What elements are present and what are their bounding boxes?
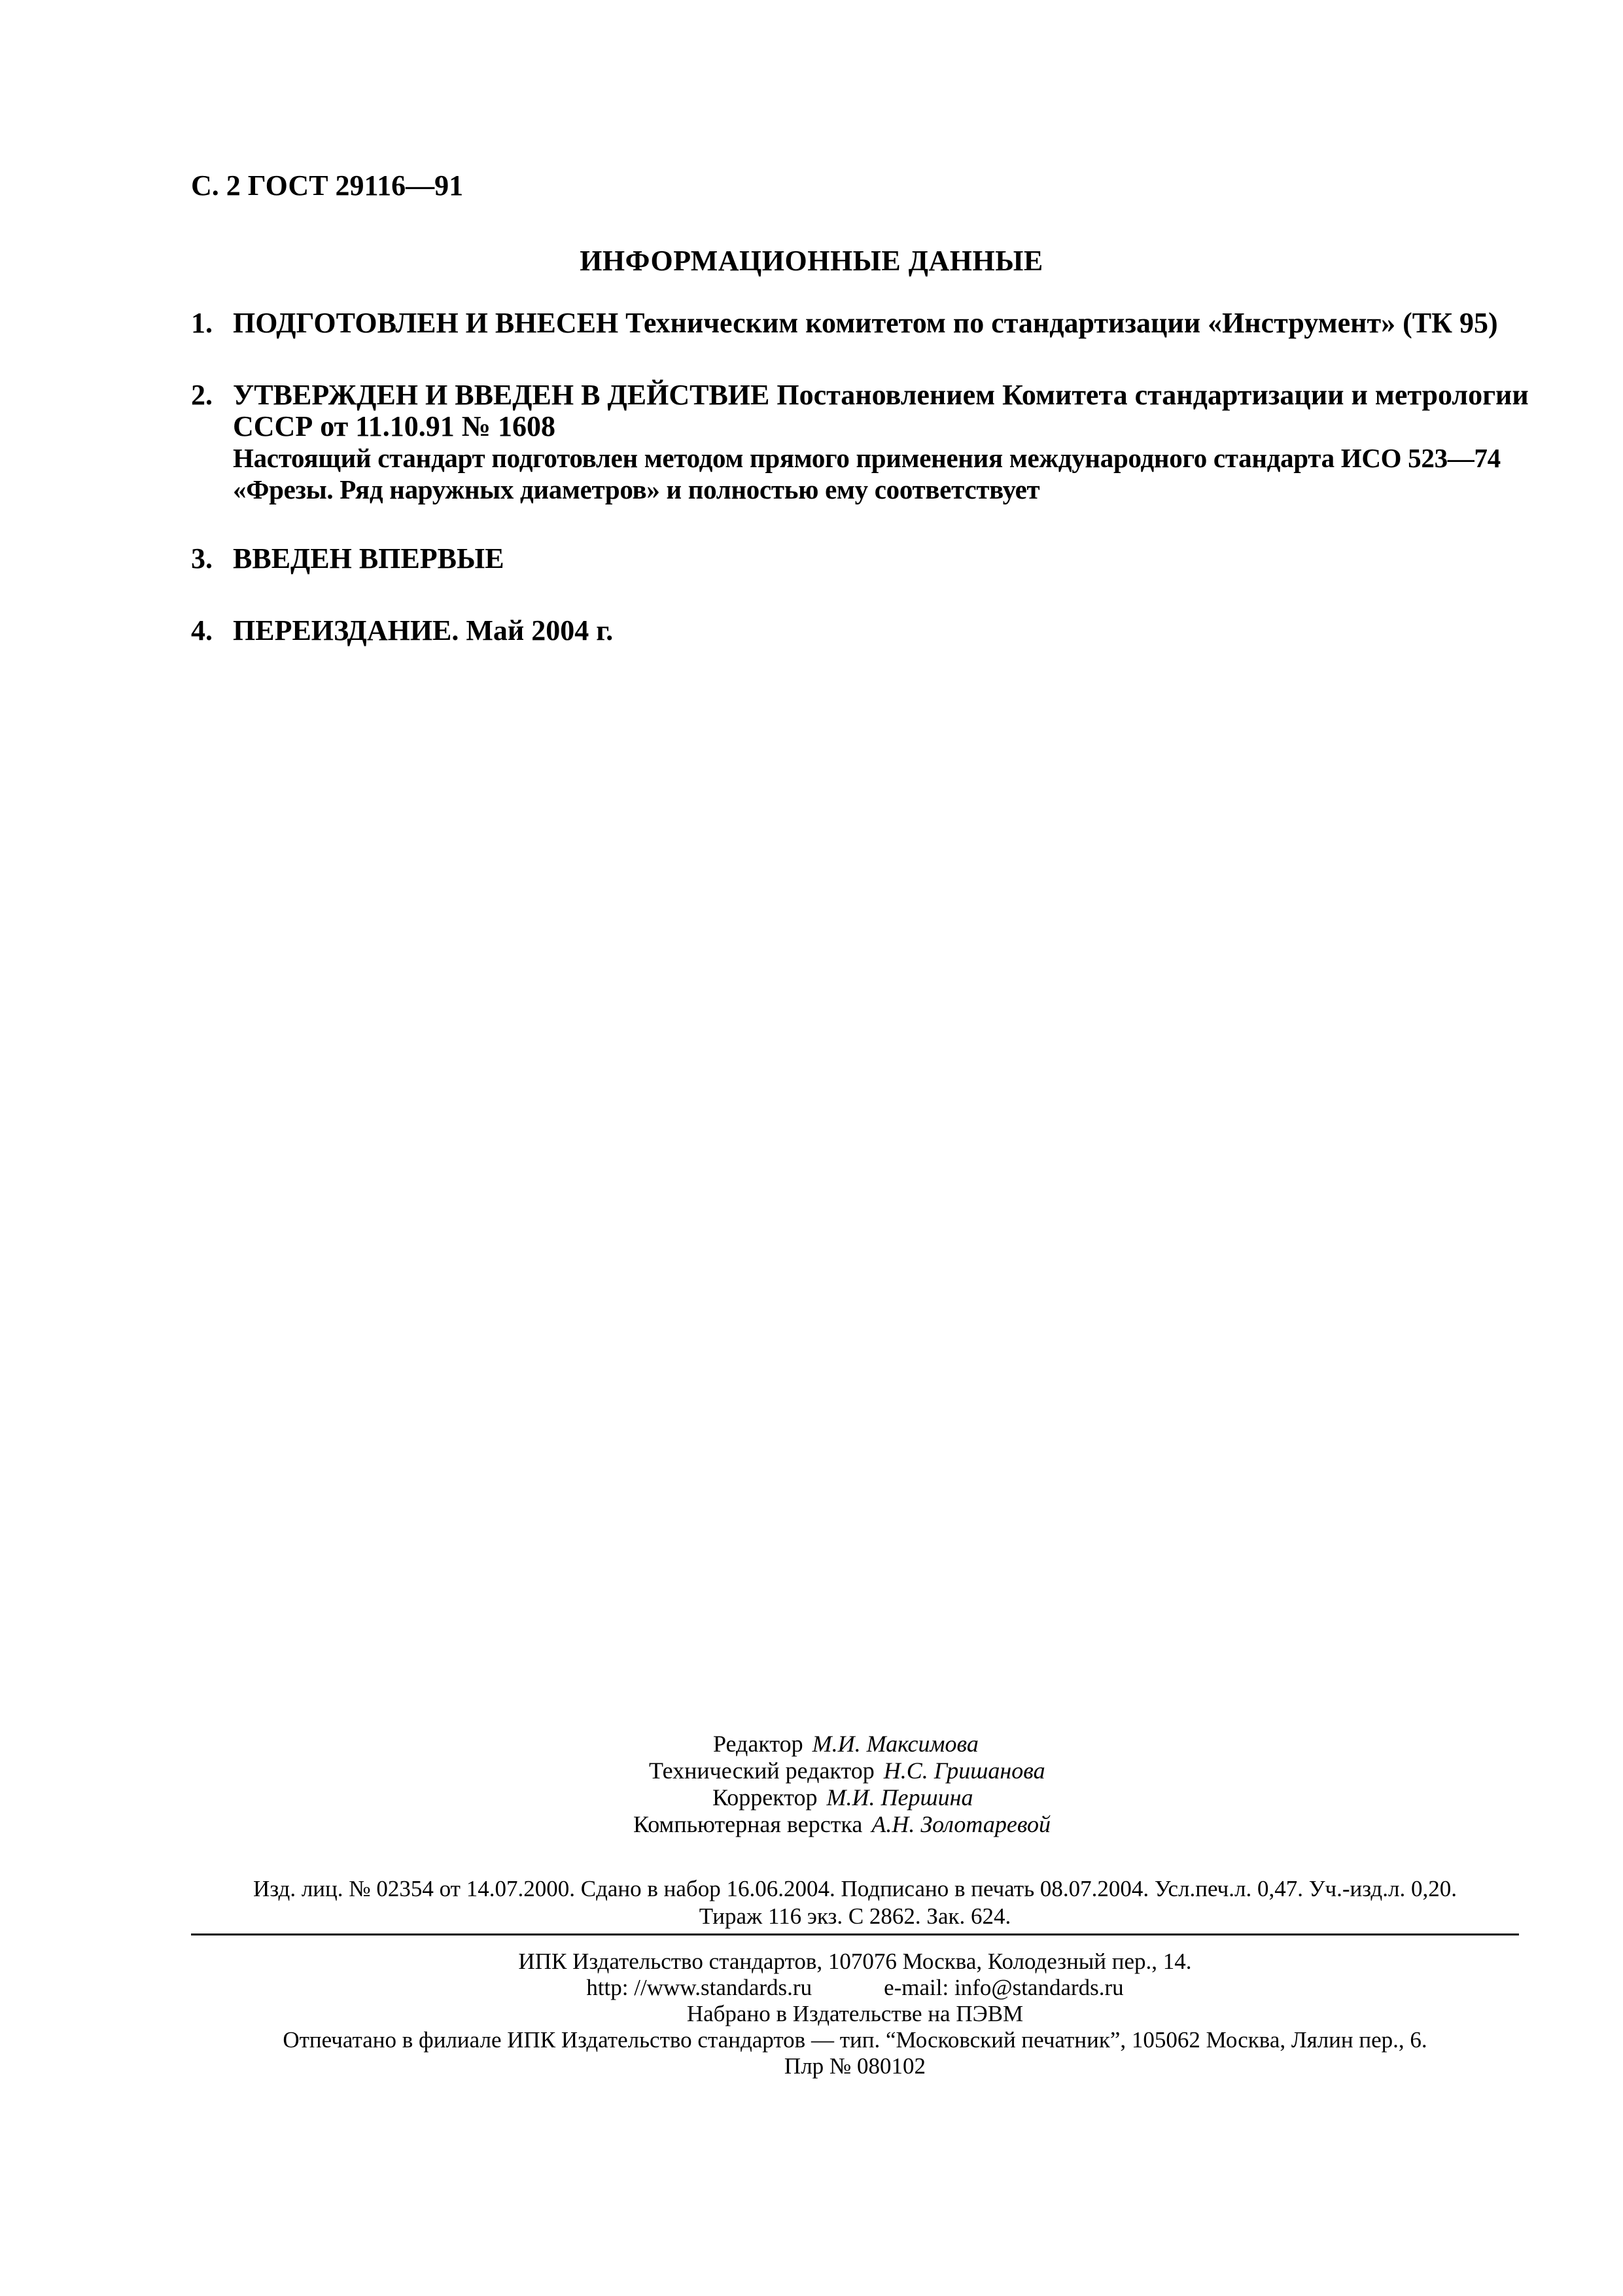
item-number: 1. (191, 307, 213, 339)
section-title: ИНФОРМАЦИОННЫЕ ДАННЫЕ (580, 245, 1043, 277)
info-item-4 (191, 615, 1519, 646)
item-text: ПЕРЕИЗДАНИЕ. Май 2004 г. (233, 614, 614, 646)
item-number: 2. (191, 379, 213, 411)
credit-role: Технический редактор (649, 1757, 875, 1784)
imprint-typeset: Набрано в Издательстве на ПЭВМ (686, 2001, 1024, 2026)
item-note-line-1: Настоящий стандарт подготовлен методом прямого применения международного стандарта ИСО 523—74 (233, 443, 1501, 473)
info-item-3 (191, 543, 1519, 574)
imprint-block (191, 1949, 1519, 2079)
imprint-email[interactable]: e-mail: info@standards.ru (884, 1975, 1124, 2000)
credit-corrector (712, 1784, 1623, 1811)
publication-line-1: Изд. лиц. № 02354 от 14.07.2000. Сдано в набор 16.06.2004. Подписано в печать 08.07.2004. Усл.печ.л. 0,47. Уч.-изд.л. 0,20. (253, 1876, 1457, 1901)
item-number: 4. (191, 614, 213, 646)
publication-line-2: Тираж 116 экз. С 2862. Зак. 624. (699, 1903, 1011, 1929)
item-note-line-2: «Фрезы. Ряд наружных диаметров» и полностью ему соответствует (233, 474, 1040, 504)
publication-info (191, 1875, 1519, 1930)
credit-editor (713, 1731, 1623, 1757)
imprint-contacts (191, 1975, 1519, 2001)
credit-person: М.И. Першина (826, 1784, 973, 1810)
credit-role: Компьютерная верстка (633, 1811, 863, 1837)
info-list (191, 307, 1529, 646)
credit-person: М.И. Максимова (812, 1731, 979, 1757)
credit-tech-editor (649, 1757, 1623, 1784)
credit-layout (633, 1811, 1623, 1838)
credit-role: Корректор (712, 1784, 818, 1810)
imprint-publisher: ИПК Издательство стандартов, 107076 Москва, Колодезный пер., 14. (518, 1949, 1192, 1974)
item-text-line-2: СССР от 11.10.91 № 1608 (233, 410, 556, 442)
item-text: ВВЕДЕН ВПЕРВЫЕ (233, 542, 504, 574)
item-text: ПОДГОТОВЛЕН И ВНЕСЕН Техническим комитетом по стандартизации «Инструмент» (ТК 95) (233, 307, 1498, 339)
info-item-2 (191, 379, 1529, 505)
divider-rule (191, 1934, 1519, 1935)
item-text-line-1: УТВЕРЖДЕН И ВВЕДЕН В ДЕЙСТВИЕ Постановлением Комитета стандартизации и метрологии (233, 379, 1529, 411)
credit-person: А.Н. Золотаревой (871, 1811, 1051, 1837)
imprint-website[interactable]: http: //www.standards.ru (586, 1975, 812, 2000)
credit-person: Н.С. Гришанова (883, 1757, 1045, 1784)
info-item-1 (191, 308, 1519, 339)
item-body (233, 380, 1529, 505)
item-number: 3. (191, 542, 213, 574)
page-header: С. 2 ГОСТ 29116—91 (191, 169, 464, 202)
imprint-license: Плр № 080102 (784, 2053, 926, 2079)
credits-block (0, 1731, 1623, 1838)
imprint-printed: Отпечатано в филиале ИПК Издательство стандартов — тип. “Московский печатник”, 105062 Москва, Лялин пер., 6. (283, 2027, 1427, 2053)
credit-role: Редактор (713, 1731, 803, 1757)
